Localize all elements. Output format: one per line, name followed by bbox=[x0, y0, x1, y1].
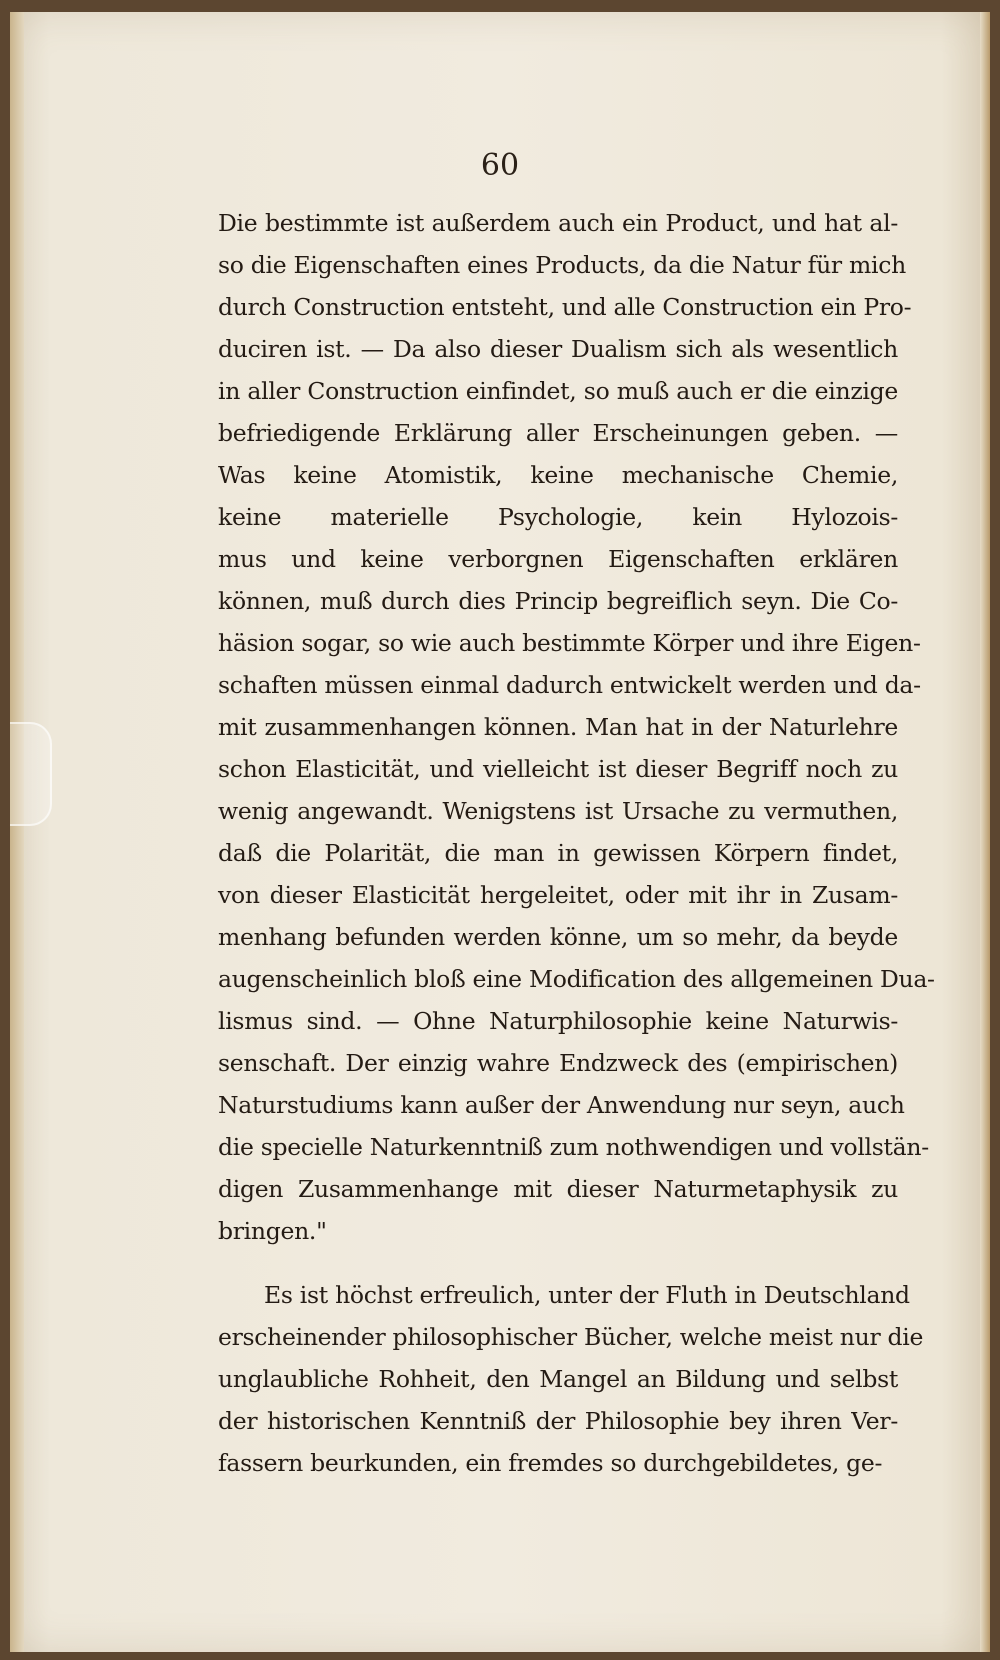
text-line: von dieser Elasticität hergeleitet, oder mit ihr in Zusam- bbox=[218, 881, 898, 909]
text-line: Die bestimmte ist außerdem auch ein Product, und hat al- bbox=[218, 209, 898, 237]
body-text bbox=[218, 202, 935, 1484]
text-line: senschaft. Der einzig wahre Endzweck des (empirischen) bbox=[218, 1049, 898, 1077]
text-line: mit zusammenhangen können. Man hat in der Naturlehre bbox=[218, 713, 898, 741]
paper-clip-mark bbox=[10, 722, 52, 826]
text-line: schaften müssen einmal dadurch entwickelt werden und da- bbox=[218, 671, 921, 699]
text-line: Naturstudiums kann außer der Anwendung nur seyn, auch bbox=[218, 1091, 905, 1119]
paragraph bbox=[218, 1274, 924, 1484]
text-line: keine materielle Psychologie, kein Hylozois- bbox=[218, 503, 898, 531]
text-line: fassern beurkunden, ein fremdes so durchgebildetes, ge- bbox=[218, 1449, 883, 1477]
text-line: augenscheinlich bloß eine Modification des allgemeinen Dua- bbox=[218, 965, 935, 993]
text-line: häsion sogar, so wie auch bestimmte Körper und ihre Eigen- bbox=[218, 629, 921, 657]
text-line: unglaubliche Rohheit, den Mangel an Bildung und selbst bbox=[218, 1365, 898, 1393]
paragraph bbox=[218, 202, 935, 1252]
text-line: menhang befunden werden könne, um so mehr, da beyde bbox=[218, 923, 898, 951]
text-line: in aller Construction einfindet, so muß auch er die einzige bbox=[218, 377, 898, 405]
page-fore-edge bbox=[980, 12, 990, 1652]
text-line: die specielle Naturkenntniß zum nothwendigen und vollstän- bbox=[218, 1133, 929, 1161]
page-gutter-edge bbox=[10, 12, 24, 1652]
text-line: wenig angewandt. Wenigstens ist Ursache zu vermuthen, bbox=[218, 797, 898, 825]
text-line: können, muß durch dies Princip begreiflich seyn. Die Co- bbox=[218, 587, 898, 615]
page-number: 60 bbox=[480, 148, 520, 183]
paragraph-gap bbox=[218, 1252, 898, 1274]
text-line: befriedigende Erklärung aller Erscheinungen geben. — bbox=[218, 419, 898, 447]
text-line: schon Elasticität, und vielleicht ist dieser Begriff noch zu bbox=[218, 755, 898, 783]
text-line: Was keine Atomistik, keine mechanische Chemie, bbox=[218, 461, 898, 489]
text-line: digen Zusammenhange mit dieser Naturmetaphysik zu bbox=[218, 1175, 898, 1203]
text-line: duciren ist. — Da also dieser Dualism sich als wesentlich bbox=[218, 335, 898, 363]
text-line: lismus sind. — Ohne Naturphilosophie keine Naturwis- bbox=[218, 1007, 898, 1035]
text-line: daß die Polarität, die man in gewissen Körpern findet, bbox=[218, 839, 898, 867]
text-line: erscheinender philosophischer Bücher, welche meist nur die bbox=[218, 1323, 924, 1351]
text-line: durch Construction entsteht, und alle Construction ein Pro- bbox=[218, 293, 912, 321]
text-line: bringen." bbox=[218, 1217, 327, 1245]
text-line: so die Eigenschaften eines Products, da die Natur für mich bbox=[218, 251, 906, 279]
text-line: der historischen Kenntniß der Philosophie bey ihren Ver- bbox=[218, 1407, 898, 1435]
text-line: Es ist höchst erfreulich, unter der Fluth in Deutschland bbox=[264, 1281, 910, 1309]
text-line: mus und keine verborgnen Eigenschaften erklären bbox=[218, 545, 898, 573]
